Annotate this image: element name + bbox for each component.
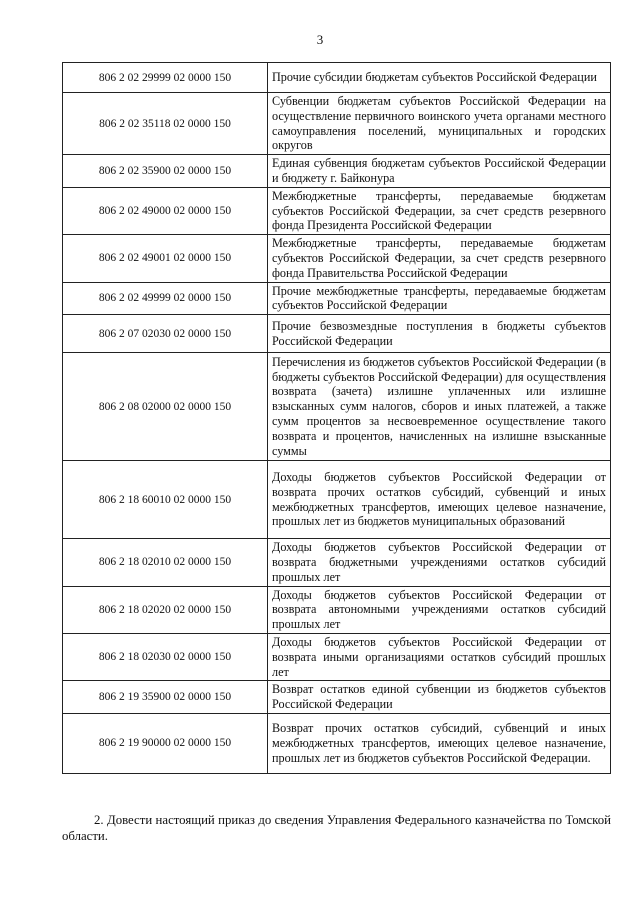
table-row xyxy=(63,713,611,773)
table-row xyxy=(63,187,611,234)
budget-code-cell: 806 2 02 49999 02 0000 150 xyxy=(63,282,268,315)
table-row xyxy=(63,315,611,353)
budget-code-cell: 806 2 18 60010 02 0000 150 xyxy=(63,461,268,539)
table-row xyxy=(63,282,611,315)
table-row xyxy=(63,235,611,282)
budget-code-cell: 806 2 08 02000 02 0000 150 xyxy=(63,353,268,461)
budget-code-cell: 806 2 02 49001 02 0000 150 xyxy=(63,235,268,282)
description-cell: Прочие безвозмездные поступления в бюджеты субъектов Российской Федерации xyxy=(268,315,611,353)
table-row xyxy=(63,681,611,714)
budget-code-cell: 806 2 19 90000 02 0000 150 xyxy=(63,713,268,773)
description-cell: Субвенции бюджетам субъектов Российской Федерации на осуществление первичного воинского учета органами местного самоуправления поселений, муниципальных и городских округов xyxy=(268,93,611,155)
budget-code-cell: 806 2 18 02030 02 0000 150 xyxy=(63,633,268,680)
budget-code-cell: 806 2 02 49000 02 0000 150 xyxy=(63,187,268,234)
budget-codes-table xyxy=(62,62,611,774)
description-cell: Доходы бюджетов субъектов Российской Федерации от возврата прочих остатков субсидий, субвенций и иных межбюджетных трансфертов, имеющих целевое назначение, прошлых лет из бюджетов муниципальных образований xyxy=(268,461,611,539)
budget-code-cell: 806 2 07 02030 02 0000 150 xyxy=(63,315,268,353)
table-body xyxy=(63,63,611,774)
description-cell: Доходы бюджетов субъектов Российской Федерации от возврата иными организациями остатков субсидий прошлых лет xyxy=(268,633,611,680)
table-row xyxy=(63,633,611,680)
table-row xyxy=(63,461,611,539)
table-row xyxy=(63,586,611,633)
footer-paragraph: 2. Довести настоящий приказ до сведения Управления Федерального казначейства по Томской области. xyxy=(62,812,611,843)
description-cell: Доходы бюджетов субъектов Российской Федерации от возврата бюджетными учреждениями остатков субсидий прошлых лет xyxy=(268,539,611,586)
description-cell: Доходы бюджетов субъектов Российской Федерации от возврата автономными учреждениями остатков субсидий прошлых лет xyxy=(268,586,611,633)
table-row xyxy=(63,353,611,461)
budget-code-cell: 806 2 02 35118 02 0000 150 xyxy=(63,93,268,155)
description-cell: Возврат прочих остатков субсидий, субвенций и иных межбюджетных трансфертов, имеющих целевое назначение, прошлых лет из бюджетов субъектов Российской Федерации. xyxy=(268,713,611,773)
table-row xyxy=(63,93,611,155)
page-number: 3 xyxy=(316,32,324,47)
table-row xyxy=(63,155,611,188)
description-cell: Возврат остатков единой субвенции из бюджетов субъектов Российской Федерации xyxy=(268,681,611,714)
description-cell: Межбюджетные трансферты, передаваемые бюджетам субъектов Российской Федерации, за счет средств резервного фонда Правительства Российской Федерации xyxy=(268,235,611,282)
budget-code-cell: 806 2 19 35900 02 0000 150 xyxy=(63,681,268,714)
budget-code-cell: 806 2 02 29999 02 0000 150 xyxy=(63,63,268,93)
budget-code-cell: 806 2 02 35900 02 0000 150 xyxy=(63,155,268,188)
table-row xyxy=(63,539,611,586)
table-row xyxy=(63,63,611,93)
description-cell: Перечисления из бюджетов субъектов Российской Федерации (в бюджеты субъектов Российской Федерации) для осуществления возврата (зачета) излишне уплаченных или излишне взысканных сумм налогов, сборов и иных платежей, а также сумм процентов за несвоевременное осуществление такого возврата и процентов, начисленных на излишне взысканные суммы xyxy=(268,353,611,461)
description-cell: Единая субвенция бюджетам субъектов Российской Федерации и бюджету г. Байконура xyxy=(268,155,611,188)
description-cell: Прочие межбюджетные трансферты, передаваемые бюджетам субъектов Российской Федерации xyxy=(268,282,611,315)
description-cell: Межбюджетные трансферты, передаваемые бюджетам субъектов Российской Федерации, за счет средств резервного фонда Президента Российской Федерации xyxy=(268,187,611,234)
budget-code-cell: 806 2 18 02010 02 0000 150 xyxy=(63,539,268,586)
budget-code-cell: 806 2 18 02020 02 0000 150 xyxy=(63,586,268,633)
description-cell: Прочие субсидии бюджетам субъектов Российской Федерации xyxy=(268,63,611,93)
